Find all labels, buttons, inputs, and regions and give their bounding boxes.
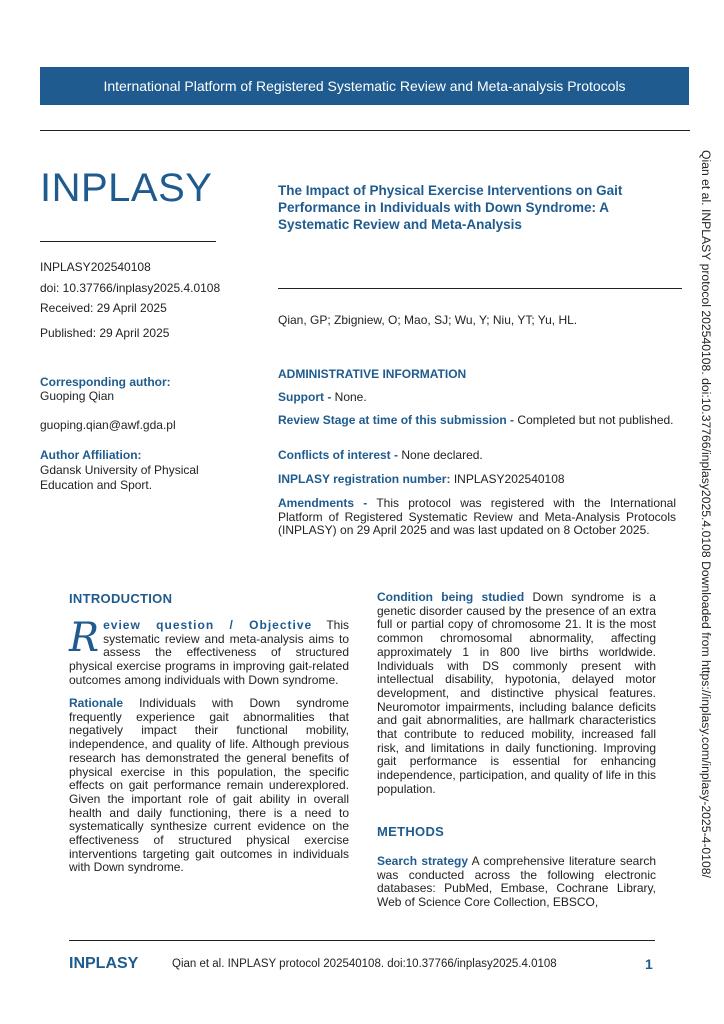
review-question-label: eview question / Objective [103,618,313,632]
affiliation-value: Gdansk University of Physical Education and Sport. [40,463,199,492]
search-strategy-text: A comprehensive literature search was conducted across the following electronic databases: PubMed, Embase, Cochrane Library, Web of Science Core Collection, EBSCO, [377,854,656,910]
corresponding-author [40,375,220,403]
support-value: None. [334,390,367,404]
vertical-download-note [697,150,719,900]
page-number: 1 [645,956,653,972]
logo-divider [40,241,216,242]
stage-label: Review Stage at time of this submission - [278,413,515,427]
methods-heading: METHODS [377,824,445,839]
paper-title: The Impact of Physical Exercise Interventions on Gait Performance in Individuals with Down Syndrome: A Systematic Review and Meta-Analysis [278,183,623,232]
support-row [278,391,676,405]
introduction-heading: INTRODUCTION [69,591,173,606]
conflicts-value: None declared. [401,448,483,462]
header-banner [40,67,689,105]
corresponding-label: Corresponding author: [40,375,171,389]
admin-heading-text: ADMINISTRATIVE INFORMATION [278,367,467,381]
review-question-text: This systematic review and meta-analysis aims to assess the effectiveness of structured physical exercise programs in improving gait-related outcomes among individuals with Down syndrome. [69,618,349,687]
condition-paragraph [377,591,656,797]
conflicts-label: Conflicts of interest - [278,448,399,462]
title-divider [278,288,682,289]
condition-label: Condition being studied [377,590,525,604]
search-strategy-label: Search strategy [377,854,469,868]
rationale-paragraph [69,697,349,875]
registration-row [278,473,676,487]
published-date: Published: 29 April 2025 [40,326,170,340]
condition-text: Down syndrome is a genetic disorder caused by the presence of an extra full or partial copy of chromosome 21. It is the most common chromosomal abnormality, affecting approximately 1 in 800 live births worldwide. Individuals with DS commonly present with intellectual disability, hypotonia, delayed motor development, and distinctive physical features. Neuromotor impairments, including balance deficits and gait abnormalities, are hallmark characteristics that contribute to reduced mobility, increased fall risk, and limitations in daily functioning. Improving gait performance is essential for enhancing independence, participation, and quality of life in this population. [377,590,656,796]
admin-heading [278,368,676,382]
authors: Qian, GP; Zbigniew, O; Mao, SJ; Wu, Y; Niu, YT; Yu, HL. [278,313,578,327]
dropcap: R [69,615,100,661]
inplasy-logo: INPLASY [40,166,213,210]
doi[interactable]: doi: 10.37766/inplasy2025.4.0108 [40,281,221,295]
conflicts-row [278,449,676,463]
footer-citation: Qian et al. INPLASY protocol 202540108. doi:10.37766/inplasy2025.4.0108 [172,958,557,970]
author-affiliation [40,448,220,493]
rationale-label: Rationale [69,696,124,710]
stage-value: Completed but not published. [517,413,674,427]
footer-divider [69,940,655,941]
corresponding-name: Guoping Qian [40,389,115,403]
footer-brand: INPLASY [69,955,139,972]
support-label: Support - [278,390,332,404]
registration-label: INPLASY registration number: [278,472,451,486]
banner-text: International Platform of Registered Systematic Review and Meta-analysis Protocols [103,78,626,94]
amendments-row [278,497,676,538]
rationale-text: Individuals with Down syndrome frequently experience gait abnormalities that negatively impact their functional mobility, independence, and quality of life. Although previous research has demonstrated the general benefits of physical exercise in this population, the specific effects on gait performance remain underexplored. Given the important role of gait ability in overall health and daily functioning, there is a need to systematically synthesize current evidence on the effectiveness of structured physical exercise interventions targeting gait outcomes in individuals with Down syndrome. [69,696,349,875]
vertical-text[interactable]: Qian et al. INPLASY protocol 202540108. doi:10.37766/inplasy2025.4.0108 Downloaded from https://inplasy.com/inplasy-2025-4-0108/ [699,150,713,878]
registration-value: INPLASY202540108 [453,472,565,486]
affiliation-label: Author Affiliation: [40,448,142,462]
corresponding-email[interactable]: guoping.qian@awf.gda.pl [40,418,176,432]
search-strategy-paragraph [377,855,656,910]
stage-row [278,414,676,428]
received-date: Received: 29 April 2025 [40,301,167,315]
amendments-value: This protocol was registered with the International Platform of Registered Systematic Review and Meta-Analysis Protocols (INPLASY) on 29 April 2025 and was last updated on 8 October 2025. [278,496,677,537]
registration-id: INPLASY202540108 [40,260,151,274]
amendments-label: Amendments - [278,496,368,510]
top-divider [40,130,690,131]
review-question-paragraph [69,615,349,688]
